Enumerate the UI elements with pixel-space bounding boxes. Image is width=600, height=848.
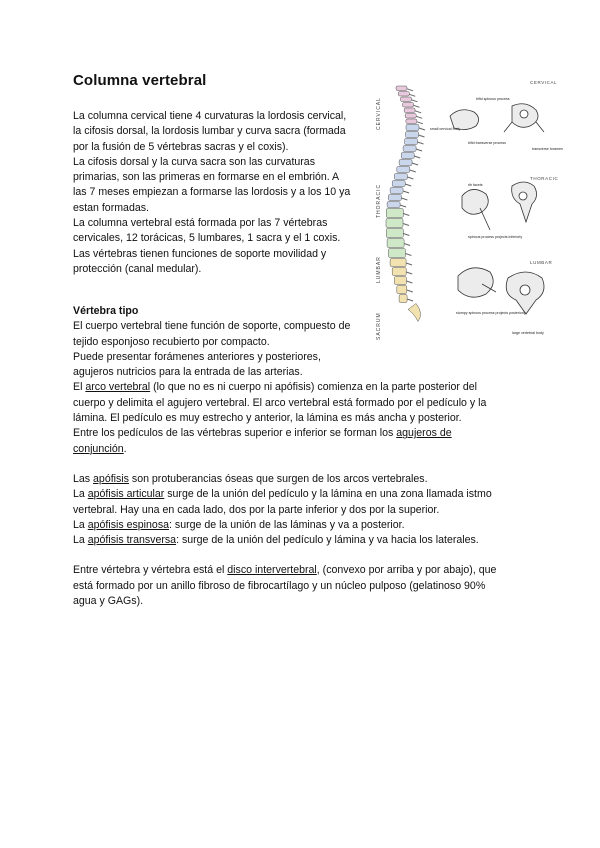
callout-spinous-process-inferiorly: spinous process projects inferiorly <box>468 235 523 239</box>
spinous-process-cervical <box>414 105 420 107</box>
region-label-cervical: CERVICAL <box>376 97 382 130</box>
spinous-process-thoracic <box>405 184 411 186</box>
spinous-process-thoracic <box>414 156 420 158</box>
text-line: La columna vertebral está formada por las 7 vértebras <box>73 217 328 230</box>
spinous-process-cervical <box>412 100 418 102</box>
cervical-vertebra-drawing <box>450 104 544 132</box>
region-label-sacrum: SACRUM <box>376 312 382 340</box>
vertebra-lumbar <box>386 209 403 218</box>
spinous-process-lumbar <box>404 244 410 246</box>
text-span: El <box>73 381 86 394</box>
vertebra-lumbar <box>386 219 403 228</box>
vertebra-thoracic <box>397 167 410 173</box>
vertebra-cervical <box>403 103 414 108</box>
spinous-process-thoracic <box>407 177 413 179</box>
spinous-process-thoracic <box>416 149 422 151</box>
text-line <box>73 442 533 457</box>
spinous-process-cervical <box>417 122 423 124</box>
text-line <box>73 426 533 441</box>
term-agujeros-de-conjuncion-cont: conjunción <box>73 442 124 455</box>
spine-column <box>386 86 425 322</box>
vertebra-thoracic <box>405 139 418 145</box>
vertebra-thoracic <box>394 174 407 180</box>
vertebra-thoracic <box>388 195 401 201</box>
spinous-process-sacrum <box>407 290 413 292</box>
text-span: Las <box>73 472 94 485</box>
text-line: cervicales, 12 torácicas, 5 lumbares, 1 sacra y el 1 coxis. <box>73 232 341 245</box>
vertebra-thoracic <box>392 181 405 187</box>
term-apofisis: apófisis <box>93 472 129 485</box>
text-line <box>73 487 533 502</box>
vertebra-thoracic <box>387 202 400 208</box>
callout-bifid-transverse-process: bifid transverse process <box>468 141 506 145</box>
vertebra-cervical <box>398 92 409 97</box>
spinous-process-thoracic <box>418 142 424 144</box>
text-span: , (convexo por arriba y por abajo), que <box>316 564 497 577</box>
vertebra-cervical <box>396 86 407 91</box>
spinous-process-cervical <box>407 89 413 91</box>
text-line: agua y GAGs). <box>73 595 144 608</box>
text-span: : surge de la unión de las láminas y va a posterior. <box>169 518 405 531</box>
term-apofisis-transversa: apófisis transversa <box>87 534 177 547</box>
vertebra-lumbar <box>386 229 403 238</box>
text-line: agujeros nutricios para la entrada de las arterias. <box>73 366 303 379</box>
text-line: vertebral. Hay una en cada lado, dos por la parte inferior y dos por la superior. <box>73 503 440 516</box>
vertebra-thoracic <box>401 153 414 159</box>
text-span: La <box>73 518 88 531</box>
text-line: está formado por un anillo fibroso de fibrocartílago y un núcleo pulposo (gelatinoso 90% <box>73 579 486 592</box>
spinous-process-thoracic <box>419 128 425 130</box>
text-line: La cifosis dorsal y la curva sacra son las curvaturas <box>73 155 315 168</box>
text-span: La <box>73 534 88 547</box>
term-apofisis-articular: apófisis articular <box>87 488 165 501</box>
vertebra-sacrum <box>390 259 406 267</box>
text-span: : surge de la unión del pedículo y lámina y va hacia los laterales. <box>176 534 479 547</box>
text-line <box>73 518 533 533</box>
spinous-process-thoracic <box>410 170 416 172</box>
spinous-process-sacrum <box>406 263 412 265</box>
callout-bifid-spinous-process: bifid spinous process <box>476 97 510 101</box>
spacer <box>73 548 533 563</box>
text-line: tejido esponjoso recubierto por compacto. <box>73 335 270 348</box>
lumbar-vertebra-drawing <box>458 268 544 314</box>
spinous-process-cervical <box>416 116 422 118</box>
vertebra-thoracic <box>403 146 416 152</box>
vertebra-cervical <box>405 114 416 119</box>
section-label-thoracic: THORACIC <box>530 176 559 181</box>
term-disco-intervertebral: disco intervertebral <box>227 564 317 577</box>
spacer <box>73 457 533 472</box>
spine-illustration <box>372 78 564 353</box>
callout-transverse-foramen: transverse foramen <box>532 147 563 151</box>
coccyx <box>408 304 421 322</box>
text-line <box>73 563 533 578</box>
vertebra-sacrum <box>399 295 407 303</box>
term-apofisis-espinosa: apófisis espinosa <box>87 518 170 531</box>
spinous-process-cervical <box>415 111 421 113</box>
text-line: Puede presentar forámenes anteriores y posteriores, <box>73 350 321 363</box>
spinous-process-lumbar <box>403 214 409 216</box>
text-line: lámina. El pedículo es muy estrecho y anterior, la lámina es más ancha y posterior. <box>73 412 462 425</box>
spinous-process-thoracic <box>403 191 409 193</box>
vertebra-sacrum <box>394 277 406 285</box>
text-line: la cifosis dorsal, la lordosis lumbar y curva sacra (formada <box>73 125 346 138</box>
text-span: Entre vértebra y vértebra está el <box>73 564 228 577</box>
spinous-process-sacrum <box>406 272 412 274</box>
text-line <box>73 472 533 487</box>
text-line: cuerpo y delimita el agujero vertebral. El arco vertebral está formado por el pedículo y la <box>73 396 487 409</box>
vertebra-lumbar <box>388 249 405 258</box>
thoracic-vertebra-drawing <box>462 182 537 230</box>
spinous-process-thoracic <box>419 135 425 137</box>
vertebra-thoracic <box>406 125 419 131</box>
text-line: protección (canal medular). <box>73 262 202 275</box>
region-label-thoracic: THORACIC <box>376 183 382 218</box>
spinous-process-thoracic <box>401 198 407 200</box>
section-label-cervical: CERVICAL <box>530 80 558 85</box>
callout-small-cervical-body: small cervical body <box>430 127 461 131</box>
vertebra-cervical <box>404 108 415 113</box>
vertebra-thoracic <box>390 188 403 194</box>
vertebra-thoracic <box>406 132 419 138</box>
page-title: Columna vertebral <box>73 72 207 89</box>
spinous-process-sacrum <box>407 299 413 301</box>
vertebra-thoracic <box>399 160 412 166</box>
section-heading: Vértebra tipo <box>73 305 139 317</box>
text-line: La columna cervical tiene 4 curvaturas la lordosis cervical, <box>73 110 347 122</box>
text-line: primarias, son las primeras en formarse en el embrión. A <box>73 171 340 184</box>
spinous-process-lumbar <box>403 234 409 236</box>
term-arco-vertebral: arco vertebral <box>85 381 151 394</box>
vertebra-sacrum <box>397 286 407 294</box>
text-line: las 7 meses empiezan a formarse las lordosis y a los 10 ya <box>73 186 351 199</box>
spinous-process-thoracic <box>412 163 418 165</box>
text-span: (lo que no es ni cuerpo ni apófisis) comienza en la parte posterior del <box>150 381 477 394</box>
vertebra-lumbar <box>387 239 404 248</box>
section-label-lumbar: LUMBAR <box>530 260 553 265</box>
vertebra-cervical <box>401 97 412 102</box>
callout-stumpy-spinous-process: stumpy spinous process projects posteriorly <box>456 311 526 315</box>
text-span: Entre los pedículos de las vértebras superior e inferior se forman los <box>73 427 397 440</box>
spinous-process-lumbar <box>403 224 409 226</box>
spinous-process-sacrum <box>406 281 412 283</box>
text-span: La <box>73 488 88 501</box>
vertebra-sacrum <box>392 268 406 276</box>
text-span: surge de la unión del pedículo y la lámina en una zona llamada istmo <box>164 488 492 501</box>
region-label-lumbar: LUMBAR <box>376 256 382 283</box>
text-line <box>73 533 533 548</box>
text-line <box>73 380 533 395</box>
callout-rib-facets: rib facets <box>468 183 483 187</box>
text-line: por la fusión de 5 vértebras sacras y el coxis). <box>73 140 289 153</box>
intro-paragraph <box>73 109 371 277</box>
term-agujeros-de-conjuncion: agujeros de <box>396 427 452 440</box>
vertebra-cervical <box>406 119 417 124</box>
text-line: El cuerpo vertebral tiene función de soporte, compuesto de <box>73 320 351 333</box>
text-line: estan formadas. <box>73 201 149 214</box>
text-span: son protuberancias óseas que surgen de los arcos vertebrales. <box>128 472 428 485</box>
spinous-process-thoracic <box>400 205 406 207</box>
text-line: Las vértebras tienen funciones de soporte movilidad y <box>73 247 327 260</box>
spinous-process-lumbar <box>405 254 411 256</box>
text-span: . <box>123 442 127 455</box>
spinous-process-cervical <box>409 94 415 96</box>
callout-large-vertebral-body: large vertebral body <box>512 331 544 335</box>
